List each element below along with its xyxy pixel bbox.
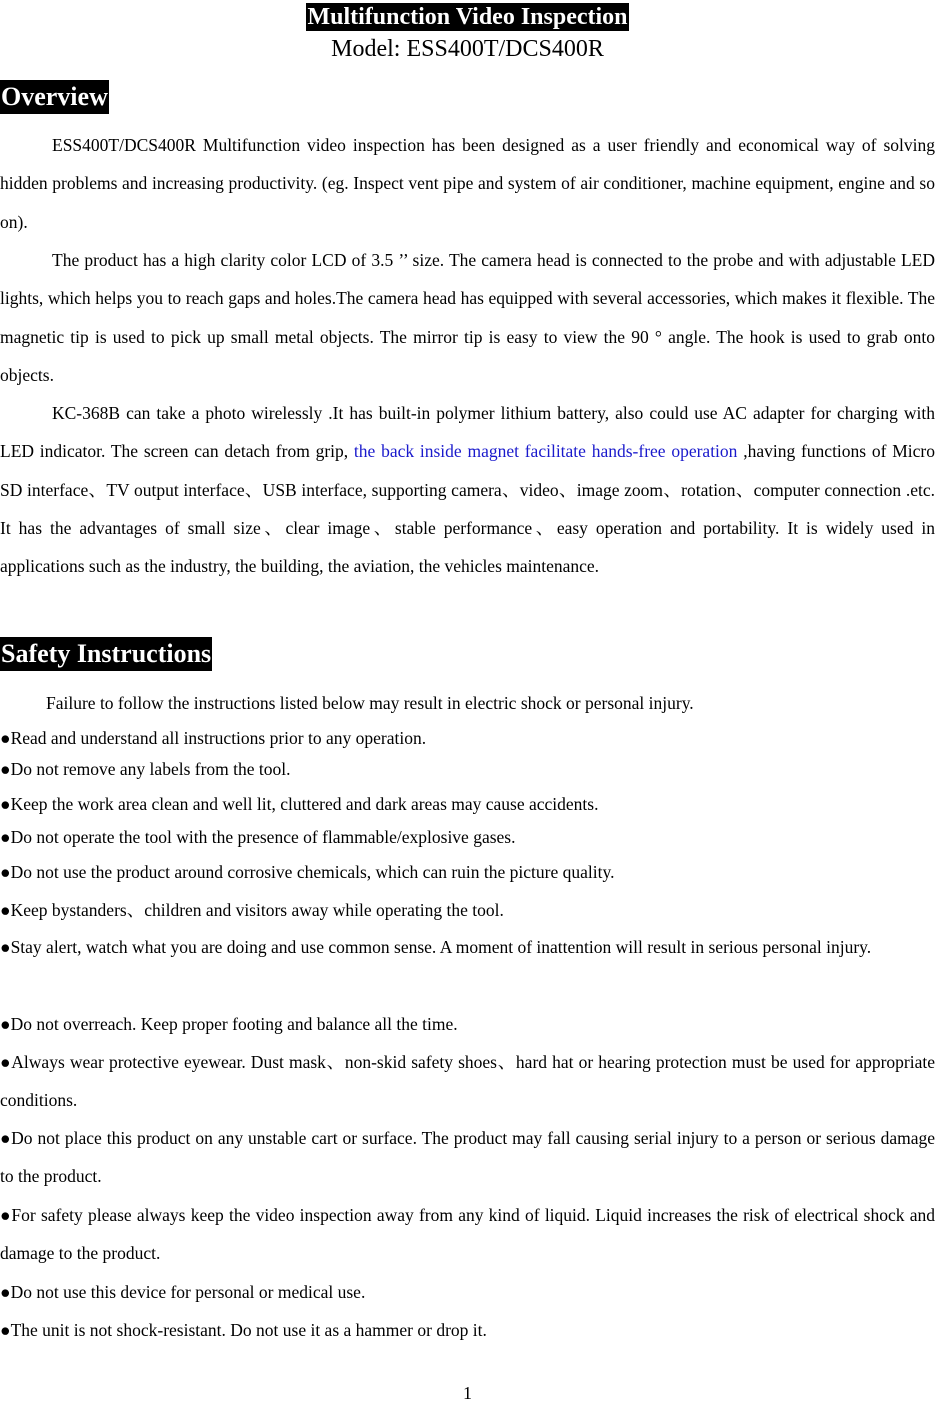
model-line: Model: ESS400T/DCS400R [331,36,604,62]
safety-item: ●Do not use this device for personal or medical use. [0,1282,366,1302]
safety-item: ●Always wear protective eyewear. Dust mask、non-skid safety shoes、hard hat or hearing protection must be used for appropriate conditions. [0,1052,935,1111]
overview-heading: Overview [0,80,109,114]
overview-paragraph-1 [0,126,935,241]
safety-item: ●Stay alert, watch what you are doing and use common sense. A moment of inattention will result in serious personal injury. [0,937,872,957]
title-row [0,3,935,31]
safety-item: ●Do not operate the tool with the presence of flammable/explosive gases. [0,827,516,847]
overview-paragraph-1-text: ESS400T/DCS400R Multifunction video inspection has been designed as a user friendly and economical way of solving hidden problems and increasing productivity. (eg. Inspect vent pipe and system of air conditioner, machine equipment, engine and so on). [0,135,935,232]
safety-item: ●For safety please always keep the video inspection away from any kind of liquid. Liquid increases the risk of electrical shock and damage to the product. [0,1205,935,1264]
overview-paragraph-3 [0,394,935,585]
overview-paragraph-3-start: KC-368B can take a photo wirelessly .It has built-in polymer lithium battery, also could use AC adapter for charging with LED indicator. The screen can detach from grip, [0,403,935,462]
safety-heading: Safety Instructions [0,637,212,671]
safety-item: ●Read and understand all instructions prior to any operation. [0,728,427,748]
safety-item: ●Do not place this product on any unstable cart or surface. The product may fall causing serial injury to a person or serious damage to the product. [0,1128,935,1187]
overview-paragraph-3-highlight: the back inside magnet facilitate hands-free operation [353,441,738,462]
overview-paragraph-2 [0,241,935,394]
safety-item: ●Do not overreach. Keep proper footing and balance all the time. [0,1014,458,1034]
overview-paragraph-3-end: ,having functions of Micro SD interface、TV output interface、USB interface, supporting camera、video、image zoom、rotation、computer connection .etc. It has the advantages of small size、clear image、stable performance、easy operation and portability. It is widely used in applications such as the industry, the building, the aviation, the vehicles maintenance. [0,441,935,577]
safety-item: ●Do not use the product around corrosive chemicals, which can ruin the picture quality. [0,862,615,882]
safety-item: ●Keep the work area clean and well lit, cluttered and dark areas may cause accidents. [0,794,599,814]
document-title: Multifunction Video Inspection [307,4,628,30]
safety-item: ●The unit is not shock-resistant. Do not use it as a hammer or drop it. [0,1320,487,1340]
safety-item: ●Do not remove any labels from the tool. [0,759,291,779]
safety-item: ●Keep bystanders、children and visitors away while operating the tool. [0,900,504,920]
page-number: 1 [463,1383,472,1403]
overview-paragraph-2-text: The product has a high clarity color LCD of 3.5 ’’ size. The camera head is connected to the probe and with adjustable LED lights, which helps you to reach gaps and holes.The camera head has equipped with several accessories, which makes it flexible. The magnetic tip is used to pick up small metal objects. The mirror tip is easy to view the 90 ° angle. The hook is used to grab onto objects. [0,250,935,385]
safety-intro: Failure to follow the instructions listed below may result in electric shock or personal injury. [46,693,694,713]
